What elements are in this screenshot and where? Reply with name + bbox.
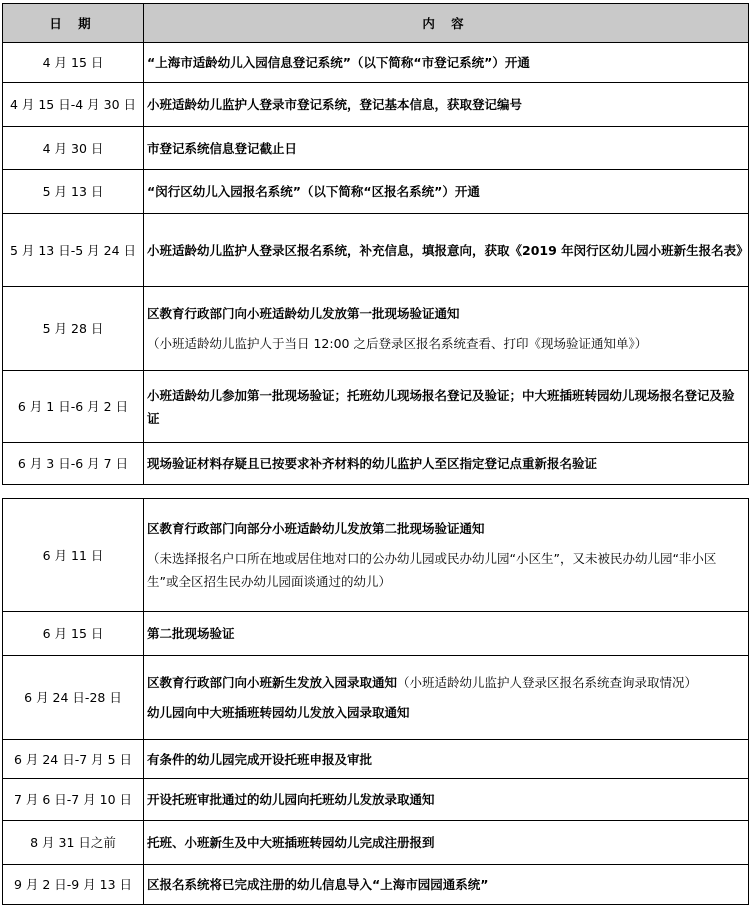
row-content-inline-note: （小班适龄幼儿监护人登录区报名系统查询录取情况） [397,675,698,690]
enrollment-schedule [2,3,748,905]
row-content-main: 区教育行政部门向部分小班适龄幼儿发放第二批现场验证通知 [147,521,485,536]
row-content-line2: 幼儿园向中大班插班转园幼儿发放入园录取通知 [147,705,410,720]
row-content: 现场验证材料存疑且已按要求补齐材料的幼儿监护人至区指定登记点重新报名验证 [144,443,749,485]
row-content-note: （未选择报名户口所在地或居住地对口的公办幼儿园或民办幼儿园“小区生”，又未被民办幼儿园“非小区生”或全区招生民办幼儿园面谈通过的幼儿） [147,551,717,589]
schedule-table-part1 [2,3,749,485]
table-row [3,127,749,170]
schedule-table-part2 [2,498,749,905]
table-row [3,779,749,821]
table-row [3,214,749,287]
table-row [3,170,749,214]
header-row [3,4,749,43]
table-row [3,83,749,127]
row-content-note: （小班适龄幼儿监护人于当日 12:00 之后登录区报名系统查看、打印《现场验证通知单》） [147,336,648,351]
row-content-main: 区教育行政部门向小班适龄幼儿发放第一批现场验证通知 [147,306,460,321]
row-content-main: 区教育行政部门向小班新生发放入园录取通知 [147,675,398,690]
row-content: “上海市适龄幼儿入园信息登记系统”（以下简称“市登记系统”）开通 [144,43,749,83]
row-date: 6 月 15 日 [3,612,144,656]
row-date: 6 月 24 日-7 月 5 日 [3,740,144,779]
table-row [3,287,749,371]
table-row [3,821,749,865]
table-gap [2,485,748,498]
table-row [3,499,749,612]
row-content: 小班适龄幼儿监护人登录市登记系统，登记基本信息，获取登记编号 [144,83,749,127]
row-content [144,287,749,371]
table-row [3,740,749,779]
row-content: 开设托班审批通过的幼儿园向托班幼儿发放录取通知 [144,779,749,821]
row-content: 小班适龄幼儿参加第一批现场验证；托班幼儿现场报名登记及验证；中大班插班转园幼儿现场报名登记及验证 [144,371,749,443]
row-date: 9 月 2 日-9 月 13 日 [3,865,144,905]
header-date: 日 期 [3,4,144,43]
row-content: 小班适龄幼儿监护人登录区报名系统，补充信息，填报意向，获取《2019 年闵行区幼儿园小班新生报名表》 [144,214,749,287]
row-date: 6 月 1 日-6 月 2 日 [3,371,144,443]
table-row [3,443,749,485]
row-date: 6 月 11 日 [3,499,144,612]
row-content [144,656,749,740]
row-date: 4 月 30 日 [3,127,144,170]
row-date: 5 月 13 日 [3,170,144,214]
header-content: 内 容 [144,4,749,43]
row-date: 7 月 6 日-7 月 10 日 [3,779,144,821]
table-row [3,43,749,83]
row-content [144,499,749,612]
table-row [3,865,749,905]
row-content: 区报名系统将已完成注册的幼儿信息导入“上海市园园通系统” [144,865,749,905]
row-content: 托班、小班新生及中大班插班转园幼儿完成注册报到 [144,821,749,865]
row-date: 5 月 13 日-5 月 24 日 [3,214,144,287]
row-date: 6 月 24 日-28 日 [3,656,144,740]
row-date: 6 月 3 日-6 月 7 日 [3,443,144,485]
row-date: 4 月 15 日 [3,43,144,83]
table-row [3,371,749,443]
row-date: 5 月 28 日 [3,287,144,371]
row-date: 8 月 31 日之前 [3,821,144,865]
row-date: 4 月 15 日-4 月 30 日 [3,83,144,127]
table-row [3,612,749,656]
row-content: 第二批现场验证 [144,612,749,656]
row-content: “闵行区幼儿入园报名系统”（以下简称“区报名系统”）开通 [144,170,749,214]
row-content: 市登记系统信息登记截止日 [144,127,749,170]
row-content: 有条件的幼儿园完成开设托班申报及审批 [144,740,749,779]
table-row [3,656,749,740]
